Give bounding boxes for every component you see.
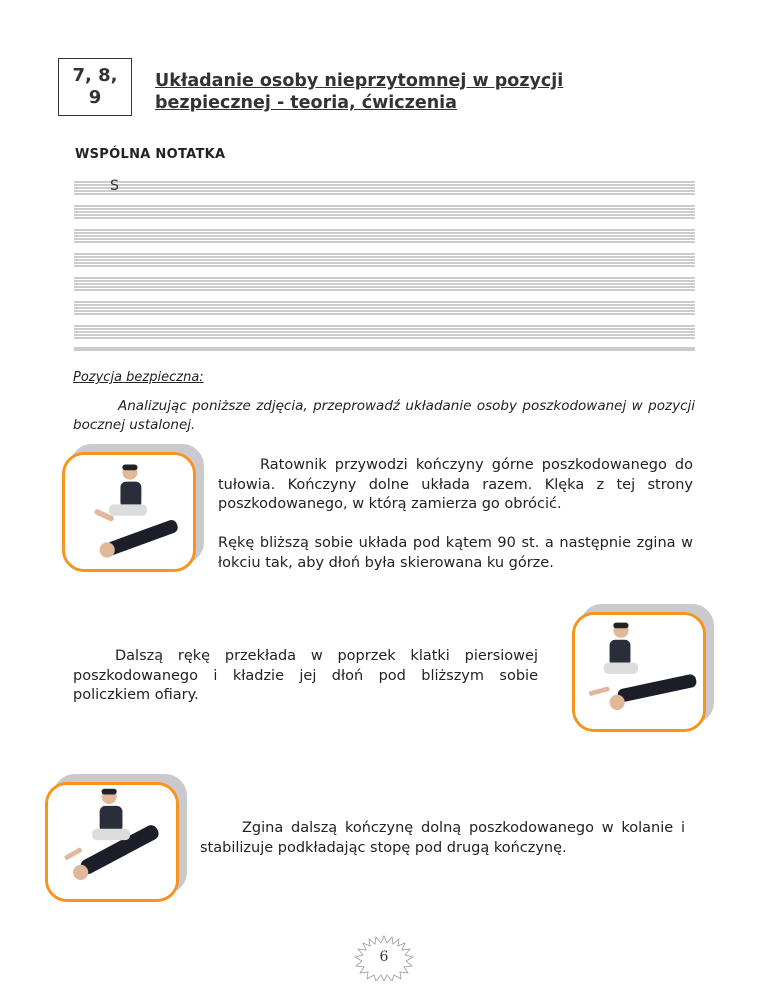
step-2-text: Dalszą rękę przekłada w poprzek klatki piersiowej poszkodowanego i kładzie jej dłoń pod bliższym sobie policzkiem ofiary. (73, 648, 538, 703)
notes-handwritten-text: S (110, 178, 119, 194)
rescuer-bending-leg-illustration (48, 785, 176, 899)
photo-frame (572, 612, 706, 732)
notes-label: WSPÓLNA NOTATKA (75, 147, 226, 162)
lesson-number-box: 7, 8, 9 (58, 58, 132, 116)
rescuer-positioning-arm-illustration (575, 615, 703, 729)
step-1-text-b: Rękę bliższą sobie układa pod kątem 90 st. a następnie zgina w łokciu tak, aby dłoń była skierowana ku górze. (218, 535, 693, 571)
rescuer-kneeling-illustration (65, 455, 193, 569)
page-number: 6 (379, 949, 389, 965)
page-title (155, 70, 715, 114)
section-intro: Analizując poniższe zdjęcia, przeprowadź układanie osoby poszkodowanej w pozycji bocznej ustalonej. (73, 398, 695, 433)
step-1-photo (62, 452, 196, 572)
step-3-photo (45, 782, 179, 902)
photo-frame (45, 782, 179, 902)
step-1-text-a: Ratownik przywodzi kończyny górne poszkodowanego do tułowia. Kończyny dolne układa razem. Klęka z tej strony poszkodowanego, w którą zamierza go obrócić. (218, 457, 693, 512)
step-3-text: Zgina dalszą kończynę dolną poszkodowanego w kolanie i stabilizuje podkładając stopę pod drugą kończynę. (200, 820, 685, 856)
step-2-photo (572, 612, 706, 732)
photo-frame (62, 452, 196, 572)
title-line-1: Układanie osoby nieprzytomnej w pozycji (155, 71, 564, 91)
title-line-2: bezpiecznej - teoria, ćwiczenia (155, 93, 457, 113)
ruled-lines (74, 180, 695, 352)
notes-lined-area[interactable] (74, 180, 695, 352)
section-subheading: Pozycja bezpieczna: (73, 370, 204, 385)
page-number-badge (352, 935, 416, 981)
